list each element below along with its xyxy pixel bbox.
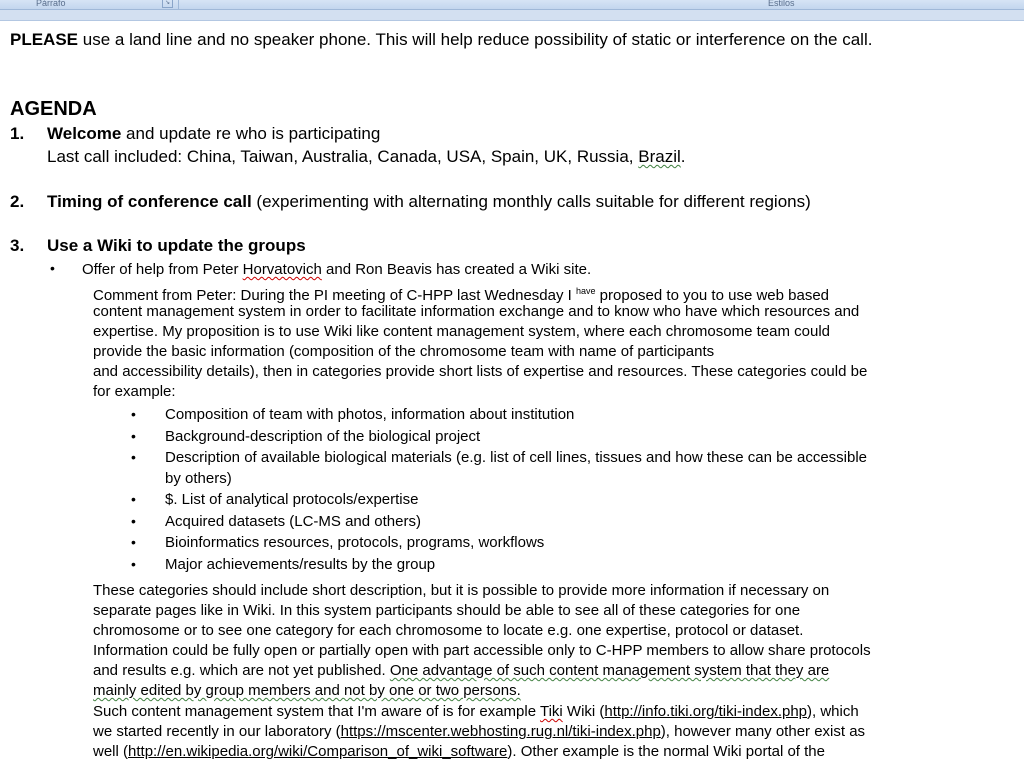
such-text-end: ). Other example is the normal Wiki portal of the	[507, 743, 825, 760]
agenda-item-1-detail	[47, 147, 685, 167]
item-number: 3.	[10, 236, 25, 255]
grammar-flagged-text: One advantage of such content management system that they are	[389, 662, 830, 679]
comment-line-4: provide the basic information (composition of the chromosome team with name of participants	[93, 343, 715, 360]
list-item-text: Background-description of the biological project	[165, 427, 481, 445]
such-line-3	[93, 742, 825, 761]
hyperlink-tiki[interactable]: http://info.tiki.org/tiki-index.php	[604, 703, 808, 720]
after-line-5	[93, 661, 829, 680]
detail-text: Last call included: China, Taiwan, Australia, Canada, USA, Spain, UK, Russia,	[47, 147, 639, 166]
notice-bold: PLEASE	[10, 30, 79, 49]
after-line-2: separate pages like in Wiki. In this system participants should be able to see all of these categories for one	[93, 602, 801, 619]
item-number: 1.	[10, 124, 25, 143]
comment-text: Comment from Peter: During the PI meeting of C-HPP last Wednesday I	[93, 287, 576, 304]
such-text: Such content management system that I'm aware of is for example	[93, 703, 540, 720]
bullet-icon: •	[131, 491, 136, 507]
after-text: and results e.g. which are not yet published.	[93, 662, 390, 679]
ribbon-group-label: Estilos	[768, 0, 795, 8]
ruler-band	[0, 10, 1024, 21]
such-text-mid: Wiki (	[562, 703, 605, 720]
item-number: 2.	[10, 192, 25, 211]
such-text: we started recently in our laboratory (	[93, 723, 341, 740]
such-line-2	[93, 722, 865, 741]
list-item	[128, 404, 1018, 426]
flagged-word: Tiki	[539, 703, 563, 720]
ribbon-group-paragraph	[0, 0, 179, 9]
list-item-text: Bioinformatics resources, protocols, programs, workflows	[165, 534, 545, 551]
notice-paragraph	[10, 30, 872, 50]
item-title: Use a Wiki to update the groups	[47, 236, 306, 255]
list-item-continuation	[128, 468, 1018, 490]
agenda-heading: AGENDA	[10, 98, 97, 120]
such-text-end: ), however many other exist as	[660, 723, 866, 740]
bullet-icon: •	[131, 555, 136, 572]
after-line-6	[93, 681, 521, 700]
such-text: well (	[93, 743, 129, 760]
such-text-end: ), which	[807, 703, 859, 720]
bullet-icon: •	[50, 260, 55, 276]
bullet-icon: •	[131, 406, 136, 422]
list-item	[128, 511, 1018, 533]
dialog-launcher-icon[interactable]: ↘	[162, 0, 173, 8]
comment-line-3: expertise. My proposition is to use Wiki like content management system, where each chromosome team could	[93, 323, 830, 340]
offer-text-end: and Ron Beavis has created a Wiki site.	[321, 261, 592, 278]
list-item	[128, 426, 1018, 448]
hyperlink-mscenter[interactable]: https://mscenter.webhosting.rug.nl/tiki-index.php	[340, 723, 661, 740]
list-item	[128, 532, 1018, 554]
after-line-1: These categories should include short description, but it is possible to provide more information if necessary on	[93, 582, 830, 599]
bullet-icon: •	[131, 512, 136, 529]
list-item-text: by others)	[165, 469, 232, 487]
comment-line-2: content management system in order to facilitate information exchange and to know who have which resources and	[93, 303, 860, 320]
list-item-text: Major achievements/results by the group	[165, 555, 436, 573]
bullet-offer	[82, 260, 591, 279]
such-line-1	[93, 702, 859, 721]
notice-text: use a land line and no speaker phone. This will help reduce possibility of static or interference on the call.	[78, 30, 873, 49]
hyperlink-wikipedia[interactable]: http://en.wikipedia.org/wiki/Comparison_of_wiki_software	[128, 743, 508, 760]
list-item-text: Composition of team with photos, information about institution	[165, 406, 575, 423]
bullet-icon: •	[131, 449, 136, 465]
item-title: Welcome	[47, 124, 122, 143]
flagged-name: Horvatovich	[242, 261, 322, 278]
list-item-text: $. List of analytical protocols/expertise	[165, 491, 419, 508]
item-text: (experimenting with alternating monthly calls suitable for different regions)	[251, 192, 811, 211]
item-title: Timing of conference call	[47, 192, 252, 211]
ribbon-group-styles	[180, 0, 1024, 9]
list-item	[128, 447, 1018, 469]
offer-text: Offer of help from Peter	[82, 261, 243, 278]
item-text: and update re who is participating	[121, 124, 381, 143]
list-item	[128, 489, 1018, 511]
bullet-icon: •	[131, 534, 136, 550]
superscript-word: have	[575, 286, 596, 296]
category-list	[128, 404, 1018, 575]
comment-line-6: for example:	[93, 383, 176, 400]
ribbon-group-label: Párrafo	[36, 0, 66, 8]
comment-line-5: and accessibility details), then in categories provide short lists of expertise and resources. These categories could be	[93, 363, 868, 380]
list-item	[128, 554, 1018, 576]
detail-suffix: .	[680, 147, 686, 166]
grammar-flagged-text: mainly edited by group members and not by one or two persons.	[93, 682, 521, 699]
after-line-4: Information could be fully open or partially open with part accessible only to C-HPP members to allow share protocols	[93, 642, 871, 659]
comment-text-end: proposed to you to use web based	[595, 287, 830, 304]
bullet-icon: •	[131, 427, 136, 444]
list-item-text: Description of available biological materials (e.g. list of cell lines, tissues and how these can be accessible	[165, 449, 868, 466]
ribbon-strip	[0, 0, 1024, 10]
flagged-word: Brazil	[638, 147, 681, 166]
list-item-text: Acquired datasets (LC-MS and others)	[165, 512, 421, 530]
after-line-3: chromosome or to see one category for each chromosome to locate e.g. one expertise, protocol or dataset.	[93, 622, 804, 639]
